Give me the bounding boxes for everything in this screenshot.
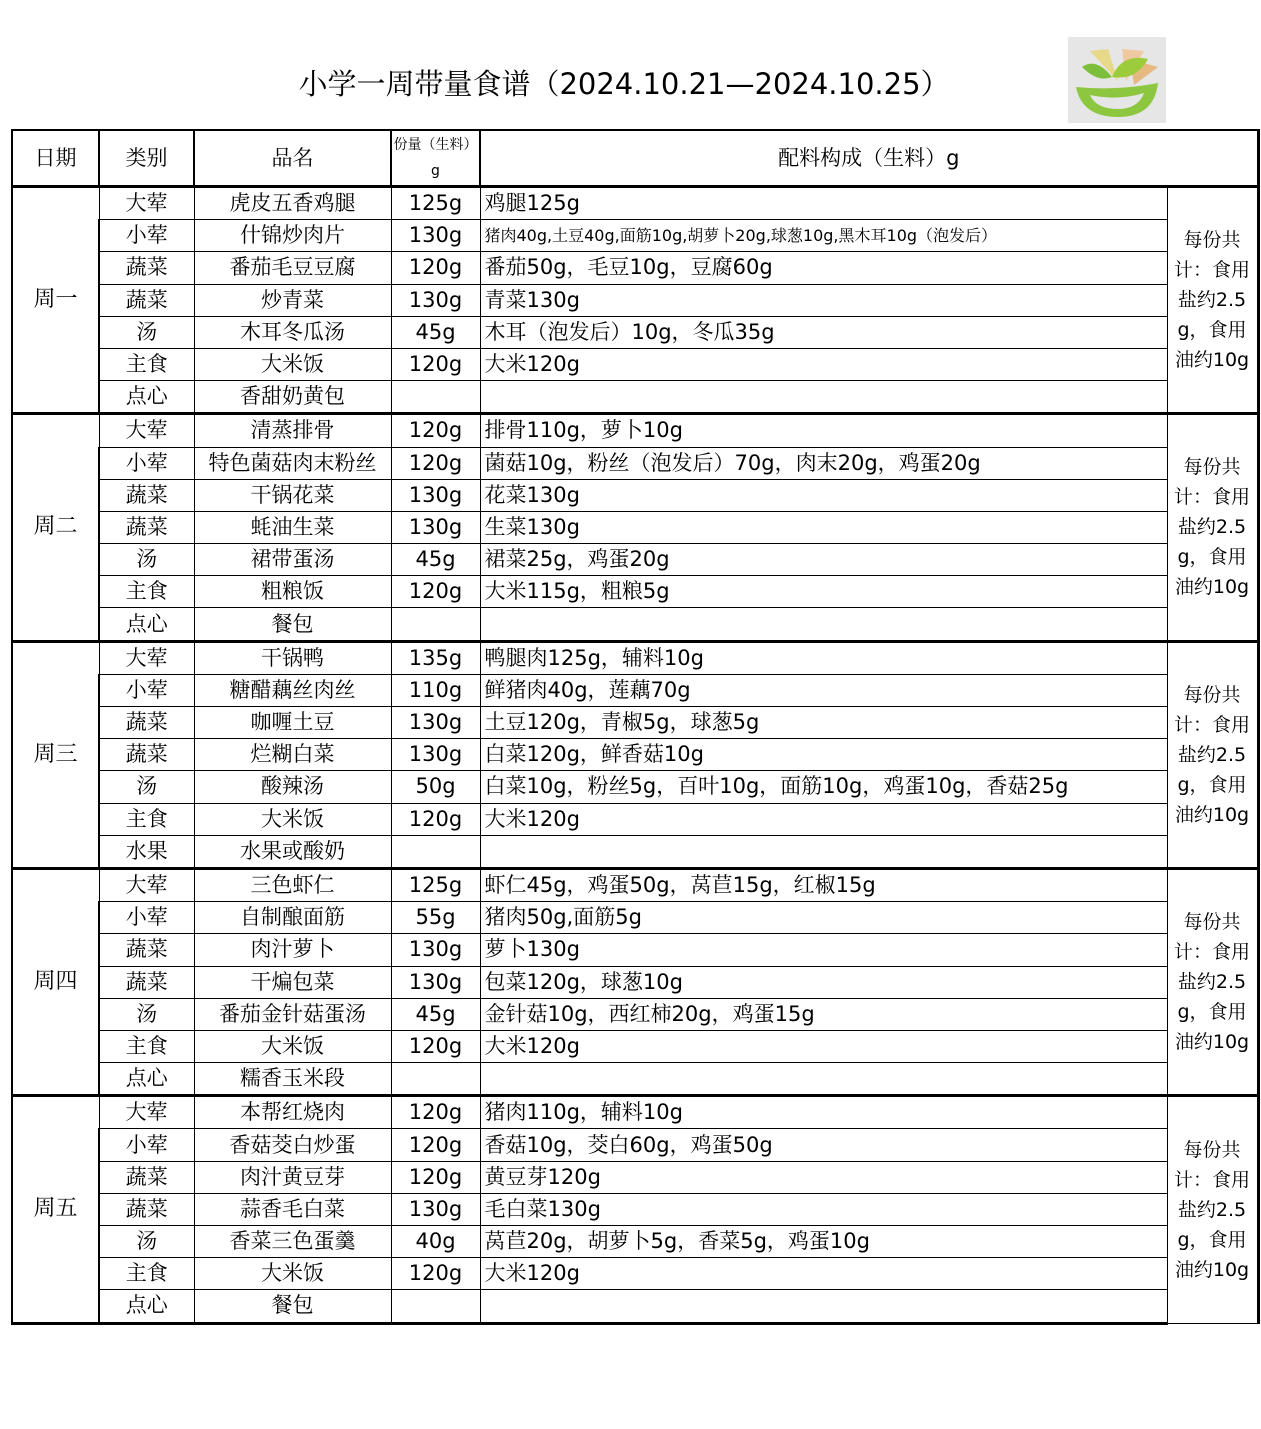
table-row: [12, 868, 1258, 901]
portion-cell: 130g: [391, 220, 480, 252]
portion-cell: 120g: [391, 348, 480, 380]
dish-name-cell: 裙带蛋汤: [194, 544, 391, 576]
portion-cell: 120g: [391, 803, 480, 835]
table-row: [12, 771, 1258, 803]
table-row: [12, 381, 1258, 414]
ingredients-cell: 黄豆芽120g: [480, 1161, 1167, 1193]
portion-cell: 125g: [391, 187, 480, 220]
header-ingredients: 配料构成（生料）g: [480, 130, 1258, 187]
table-row: [12, 1096, 1258, 1129]
portion-cell: 125g: [391, 868, 480, 901]
portion-cell: 120g: [391, 252, 480, 284]
ingredients-cell: 包菜120g，球葱10g: [480, 966, 1167, 998]
category-cell: 主食: [99, 1258, 194, 1290]
portion-cell: 120g: [391, 414, 480, 447]
table-row: [12, 966, 1258, 998]
table-row: [12, 1161, 1258, 1193]
ingredients-cell: 裙菜25g，鸡蛋20g: [480, 544, 1167, 576]
nutrition-note: 每份共计：食用盐约2.5g，食用油约10g: [1167, 187, 1258, 414]
category-cell: 点心: [99, 381, 194, 414]
portion-cell: [391, 835, 480, 868]
dish-name-cell: 肉汁萝卜: [194, 934, 391, 966]
table-row: [12, 641, 1258, 674]
category-cell: 蔬菜: [99, 966, 194, 998]
ingredients-cell: 菌菇10g，粉丝（泡发后）70g，肉末20g，鸡蛋20g: [480, 447, 1167, 479]
ingredients-cell: 大米120g: [480, 1030, 1167, 1062]
dish-name-cell: 粗粮饭: [194, 576, 391, 608]
table-row: [12, 803, 1258, 835]
category-cell: 小荤: [99, 674, 194, 706]
nutrition-note: 每份共计：食用盐约2.5g，食用油约10g: [1167, 641, 1258, 868]
ingredients-cell: 大米120g: [480, 1258, 1167, 1290]
dish-name-cell: 炒青菜: [194, 284, 391, 316]
dish-name-cell: 番茄金针菇蛋汤: [194, 998, 391, 1030]
dish-name-cell: 干锅花菜: [194, 479, 391, 511]
portion-cell: 120g: [391, 1129, 480, 1161]
ingredients-cell: 鸭腿肉125g，辅料10g: [480, 641, 1167, 674]
dish-name-cell: 香甜奶黄包: [194, 381, 391, 414]
portion-cell: [391, 608, 480, 641]
dish-name-cell: 糯香玉米段: [194, 1063, 391, 1096]
category-cell: 汤: [99, 544, 194, 576]
ingredients-cell: 猪肉110g，辅料10g: [480, 1096, 1167, 1129]
portion-cell: 120g: [391, 1258, 480, 1290]
header-dish-name: 品名: [194, 130, 391, 187]
category-cell: 大荤: [99, 641, 194, 674]
ingredients-cell: 萝卜130g: [480, 934, 1167, 966]
dish-name-cell: 干锅鸭: [194, 641, 391, 674]
category-cell: 主食: [99, 576, 194, 608]
dish-name-cell: 大米饭: [194, 1258, 391, 1290]
ingredients-cell: 花菜130g: [480, 479, 1167, 511]
ingredients-cell: 香菇10g，茭白60g，鸡蛋50g: [480, 1129, 1167, 1161]
menu-table: [11, 129, 1260, 1325]
category-cell: 汤: [99, 771, 194, 803]
nutrition-note: 每份共计：食用盐约2.5g，食用油约10g: [1167, 414, 1258, 641]
table-row: [12, 252, 1258, 284]
table-row: [12, 1030, 1258, 1062]
ingredients-cell: 土豆120g，青椒5g，球葱5g: [480, 707, 1167, 739]
dish-name-cell: 咖喱土豆: [194, 707, 391, 739]
day-label: 周五: [12, 1096, 99, 1323]
category-cell: 蔬菜: [99, 284, 194, 316]
ingredients-cell: 排骨110g，萝卜10g: [480, 414, 1167, 447]
ingredients-cell: 大米120g: [480, 348, 1167, 380]
day-label: 周四: [12, 868, 99, 1095]
table-row: [12, 447, 1258, 479]
nutrition-note: 每份共计：食用盐约2.5g，食用油约10g: [1167, 1096, 1258, 1323]
ingredients-cell: 生菜130g: [480, 511, 1167, 543]
table-row: [12, 674, 1258, 706]
table-row: [12, 998, 1258, 1030]
leaf-bowl-logo-icon: [1068, 37, 1166, 123]
dish-name-cell: 蒜香毛白菜: [194, 1193, 391, 1225]
category-cell: 大荤: [99, 187, 194, 220]
ingredients-cell: 木耳（泡发后）10g，冬瓜35g: [480, 316, 1167, 348]
day-label: 周二: [12, 414, 99, 641]
table-row: [12, 707, 1258, 739]
header-row: [12, 130, 1258, 187]
dish-name-cell: 虎皮五香鸡腿: [194, 187, 391, 220]
portion-cell: [391, 381, 480, 414]
dish-name-cell: 肉汁黄豆芽: [194, 1161, 391, 1193]
category-cell: 汤: [99, 316, 194, 348]
ingredients-cell: 大米115g，粗粮5g: [480, 576, 1167, 608]
portion-cell: 45g: [391, 544, 480, 576]
category-cell: 大荤: [99, 414, 194, 447]
category-cell: 蔬菜: [99, 1193, 194, 1225]
table-row: [12, 739, 1258, 771]
category-cell: 大荤: [99, 1096, 194, 1129]
category-cell: 水果: [99, 835, 194, 868]
category-cell: 大荤: [99, 868, 194, 901]
ingredients-cell: 大米120g: [480, 803, 1167, 835]
ingredients-cell: 白菜10g，粉丝5g，百叶10g，面筋10g，鸡蛋10g，香菇25g: [480, 771, 1167, 803]
page-title: 小学一周带量食谱（2024.10.21—2024.10.25）: [298, 67, 950, 101]
dish-name-cell: 餐包: [194, 608, 391, 641]
nutrition-note: 每份共计：食用盐约2.5g，食用油约10g: [1167, 868, 1258, 1095]
table-row: [12, 220, 1258, 252]
header-category: 类别: [99, 130, 194, 187]
table-row: [12, 1193, 1258, 1225]
table-row: [12, 544, 1258, 576]
category-cell: 蔬菜: [99, 1161, 194, 1193]
portion-cell: 110g: [391, 674, 480, 706]
table-row: [12, 511, 1258, 543]
portion-cell: 120g: [391, 447, 480, 479]
table-row: [12, 1129, 1258, 1161]
dish-name-cell: 自制酿面筋: [194, 902, 391, 934]
portion-cell: 120g: [391, 1096, 480, 1129]
ingredients-cell: [480, 1290, 1167, 1323]
portion-cell: 50g: [391, 771, 480, 803]
dish-name-cell: 烂糊白菜: [194, 739, 391, 771]
day-label: 周一: [12, 187, 99, 414]
dish-name-cell: 大米饭: [194, 1030, 391, 1062]
dish-name-cell: 三色虾仁: [194, 868, 391, 901]
category-cell: 点心: [99, 1063, 194, 1096]
dish-name-cell: 本帮红烧肉: [194, 1096, 391, 1129]
ingredients-cell: [480, 608, 1167, 641]
dish-name-cell: 酸辣汤: [194, 771, 391, 803]
dish-name-cell: 餐包: [194, 1290, 391, 1323]
dish-name-cell: 蚝油生菜: [194, 511, 391, 543]
category-cell: 小荤: [99, 902, 194, 934]
dish-name-cell: 特色菌菇肉末粉丝: [194, 447, 391, 479]
category-cell: 小荤: [99, 447, 194, 479]
menu-body: [12, 187, 1258, 1324]
table-row: [12, 348, 1258, 380]
ingredients-cell: 番茄50g，毛豆10g，豆腐60g: [480, 252, 1167, 284]
portion-cell: 130g: [391, 511, 480, 543]
portion-cell: 130g: [391, 284, 480, 316]
ingredients-cell: [480, 835, 1167, 868]
portion-cell: 45g: [391, 998, 480, 1030]
category-cell: 汤: [99, 1226, 194, 1258]
portion-cell: 130g: [391, 1193, 480, 1225]
table-row: [12, 187, 1258, 220]
category-cell: 蔬菜: [99, 252, 194, 284]
dish-name-cell: 糖醋藕丝肉丝: [194, 674, 391, 706]
ingredients-cell: 鲜猪肉40g，莲藕70g: [480, 674, 1167, 706]
ingredients-cell: 青菜130g: [480, 284, 1167, 316]
table-row: [12, 1258, 1258, 1290]
table-row: [12, 934, 1258, 966]
dish-name-cell: 水果或酸奶: [194, 835, 391, 868]
dish-name-cell: 香菜三色蛋羹: [194, 1226, 391, 1258]
portion-cell: 130g: [391, 479, 480, 511]
portion-cell: [391, 1290, 480, 1323]
ingredients-cell: [480, 381, 1167, 414]
portion-cell: 130g: [391, 707, 480, 739]
category-cell: 蔬菜: [99, 707, 194, 739]
dish-name-cell: 香菇茭白炒蛋: [194, 1129, 391, 1161]
dish-name-cell: 清蒸排骨: [194, 414, 391, 447]
ingredients-cell: 莴苣20g，胡萝卜5g，香菜5g，鸡蛋10g: [480, 1226, 1167, 1258]
category-cell: 蔬菜: [99, 739, 194, 771]
category-cell: 蔬菜: [99, 511, 194, 543]
dish-name-cell: 干煸包菜: [194, 966, 391, 998]
table-row: [12, 902, 1258, 934]
ingredients-cell: 鸡腿125g: [480, 187, 1167, 220]
portion-cell: 45g: [391, 316, 480, 348]
table-row: [12, 414, 1258, 447]
portion-cell: [391, 1063, 480, 1096]
table-row: [12, 479, 1258, 511]
ingredients-cell: 猪肉50g,面筋5g: [480, 902, 1167, 934]
dish-name-cell: 木耳冬瓜汤: [194, 316, 391, 348]
portion-cell: 120g: [391, 576, 480, 608]
portion-cell: 120g: [391, 1161, 480, 1193]
portion-cell: 130g: [391, 934, 480, 966]
portion-cell: 55g: [391, 902, 480, 934]
table-row: [12, 1063, 1258, 1096]
day-label: 周三: [12, 641, 99, 868]
ingredients-cell: 金针菇10g，西红柿20g，鸡蛋15g: [480, 998, 1167, 1030]
category-cell: 主食: [99, 1030, 194, 1062]
portion-cell: 40g: [391, 1226, 480, 1258]
ingredients-cell: 猪肉40g,土豆40g,面筋10g,胡萝卜20g,球葱10g,黑木耳10g（泡发后）: [480, 220, 1167, 252]
portion-cell: 135g: [391, 641, 480, 674]
table-row: [12, 835, 1258, 868]
table-row: [12, 1226, 1258, 1258]
category-cell: 主食: [99, 803, 194, 835]
table-row: [12, 608, 1258, 641]
header-date: 日期: [12, 130, 99, 187]
portion-cell: 120g: [391, 1030, 480, 1062]
portion-cell: 130g: [391, 966, 480, 998]
category-cell: 小荤: [99, 1129, 194, 1161]
ingredients-cell: 虾仁45g，鸡蛋50g，莴苣15g，红椒15g: [480, 868, 1167, 901]
category-cell: 小荤: [99, 220, 194, 252]
dish-name-cell: 番茄毛豆豆腐: [194, 252, 391, 284]
dish-name-cell: 什锦炒肉片: [194, 220, 391, 252]
dish-name-cell: 大米饭: [194, 348, 391, 380]
category-cell: 主食: [99, 348, 194, 380]
category-cell: 点心: [99, 608, 194, 641]
table-row: [12, 576, 1258, 608]
header-portion: 份量（生料）g: [391, 130, 480, 187]
ingredients-cell: [480, 1063, 1167, 1096]
category-cell: 蔬菜: [99, 479, 194, 511]
table-row: [12, 316, 1258, 348]
category-cell: 蔬菜: [99, 934, 194, 966]
dish-name-cell: 大米饭: [194, 803, 391, 835]
table-row: [12, 1290, 1258, 1323]
ingredients-cell: 白菜120g，鲜香菇10g: [480, 739, 1167, 771]
ingredients-cell: 毛白菜130g: [480, 1193, 1167, 1225]
table-row: [12, 284, 1258, 316]
category-cell: 点心: [99, 1290, 194, 1323]
portion-cell: 130g: [391, 739, 480, 771]
category-cell: 汤: [99, 998, 194, 1030]
